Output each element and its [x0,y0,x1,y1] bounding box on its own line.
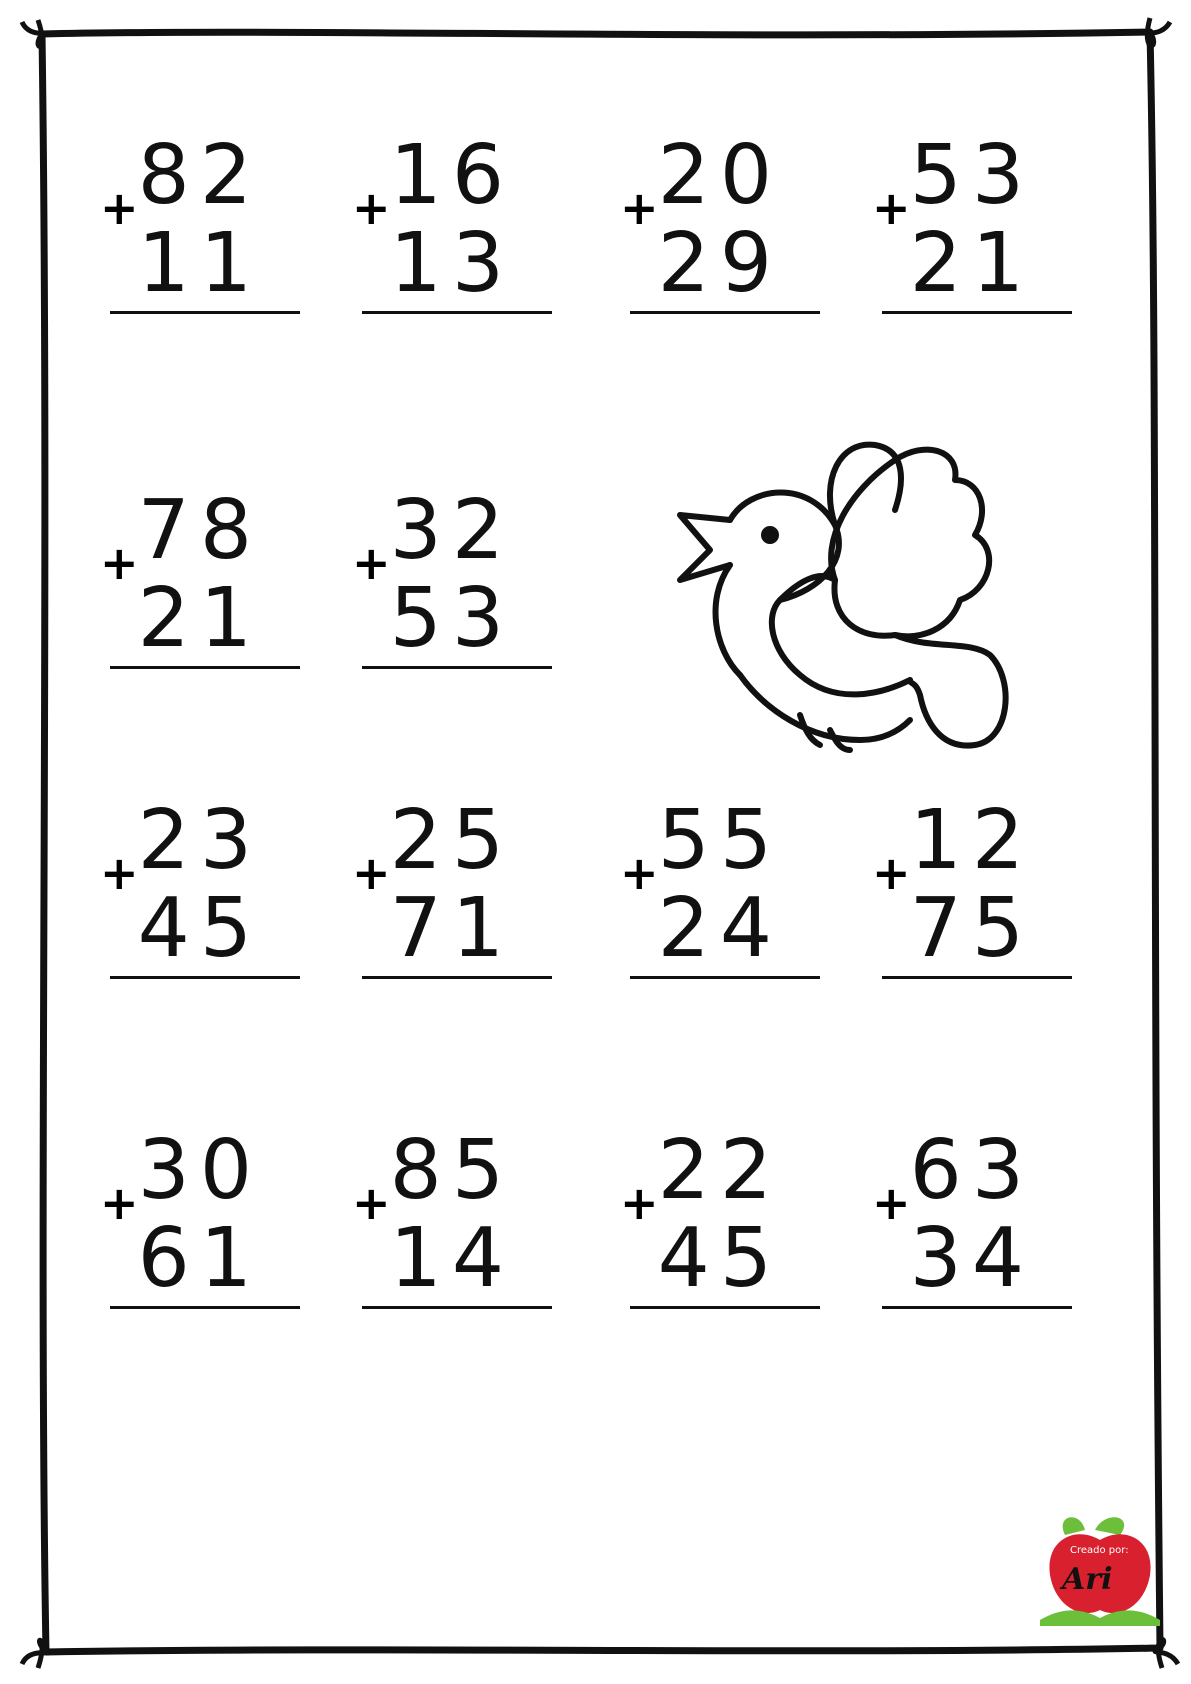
answer-line[interactable] [110,1306,300,1309]
addend-bottom: 75 [909,881,1034,976]
answer-line[interactable] [362,666,552,669]
answer-line[interactable] [362,311,552,314]
problem-8 [352,793,552,1000]
addend-top: 85 [389,1123,514,1218]
addend-bottom: 13 [389,216,514,311]
addend-bottom: 21 [909,216,1034,311]
logo-caption: Creado por: [1070,1545,1129,1556]
addend-bottom: 29 [657,216,782,311]
problem-10 [872,793,1072,1000]
plus-sign: + [620,846,659,900]
answer-line[interactable] [362,976,552,979]
answer-line[interactable] [362,1306,552,1309]
problem-6 [352,483,552,690]
bird-icon [670,440,1040,810]
answer-line[interactable] [630,1306,820,1309]
plus-sign: + [100,536,139,590]
answer-line[interactable] [110,666,300,669]
plus-sign: + [872,1176,911,1230]
answer-line[interactable] [882,976,1072,979]
problem-1 [100,128,300,335]
problem-11 [100,1123,300,1330]
addend-bottom: 14 [389,1211,514,1306]
plus-sign: + [100,1176,139,1230]
answer-line[interactable] [630,976,820,979]
answer-line[interactable] [110,311,300,314]
problem-14 [872,1123,1072,1330]
answer-line[interactable] [882,1306,1072,1309]
problem-3 [620,128,820,335]
problem-5 [100,483,300,690]
plus-sign: + [352,536,391,590]
answer-line[interactable] [630,311,820,314]
plus-sign: + [352,1176,391,1230]
addend-bottom: 21 [137,571,262,666]
addend-top: 53 [909,128,1034,223]
problem-12 [352,1123,552,1330]
addend-top: 82 [137,128,262,223]
plus-sign: + [620,181,659,235]
addend-bottom: 61 [137,1211,262,1306]
addend-top: 55 [657,793,782,888]
addend-top: 63 [909,1123,1034,1218]
plus-sign: + [620,1176,659,1230]
problem-4 [872,128,1072,335]
plus-sign: + [100,181,139,235]
problem-7 [100,793,300,1000]
addend-top: 22 [657,1123,782,1218]
addend-top: 20 [657,128,782,223]
addend-bottom: 11 [137,216,262,311]
plus-sign: + [352,181,391,235]
addend-top: 32 [389,483,514,578]
addend-top: 16 [389,128,514,223]
addend-bottom: 45 [657,1211,782,1306]
answer-line[interactable] [110,976,300,979]
plus-sign: + [100,846,139,900]
addend-top: 25 [389,793,514,888]
problem-2 [352,128,552,335]
addend-bottom: 34 [909,1211,1034,1306]
problem-9 [620,793,820,1000]
addend-bottom: 45 [137,881,262,976]
addend-top: 78 [137,483,262,578]
addend-top: 12 [909,793,1034,888]
addend-top: 23 [137,793,262,888]
problem-13 [620,1123,820,1330]
answer-line[interactable] [882,311,1072,314]
logo-name: Ari [1062,1562,1113,1597]
plus-sign: + [352,846,391,900]
plus-sign: + [872,181,911,235]
addend-top: 30 [137,1123,262,1218]
addend-bottom: 24 [657,881,782,976]
addend-bottom: 53 [389,571,514,666]
plus-sign: + [872,846,911,900]
addend-bottom: 71 [389,881,514,976]
